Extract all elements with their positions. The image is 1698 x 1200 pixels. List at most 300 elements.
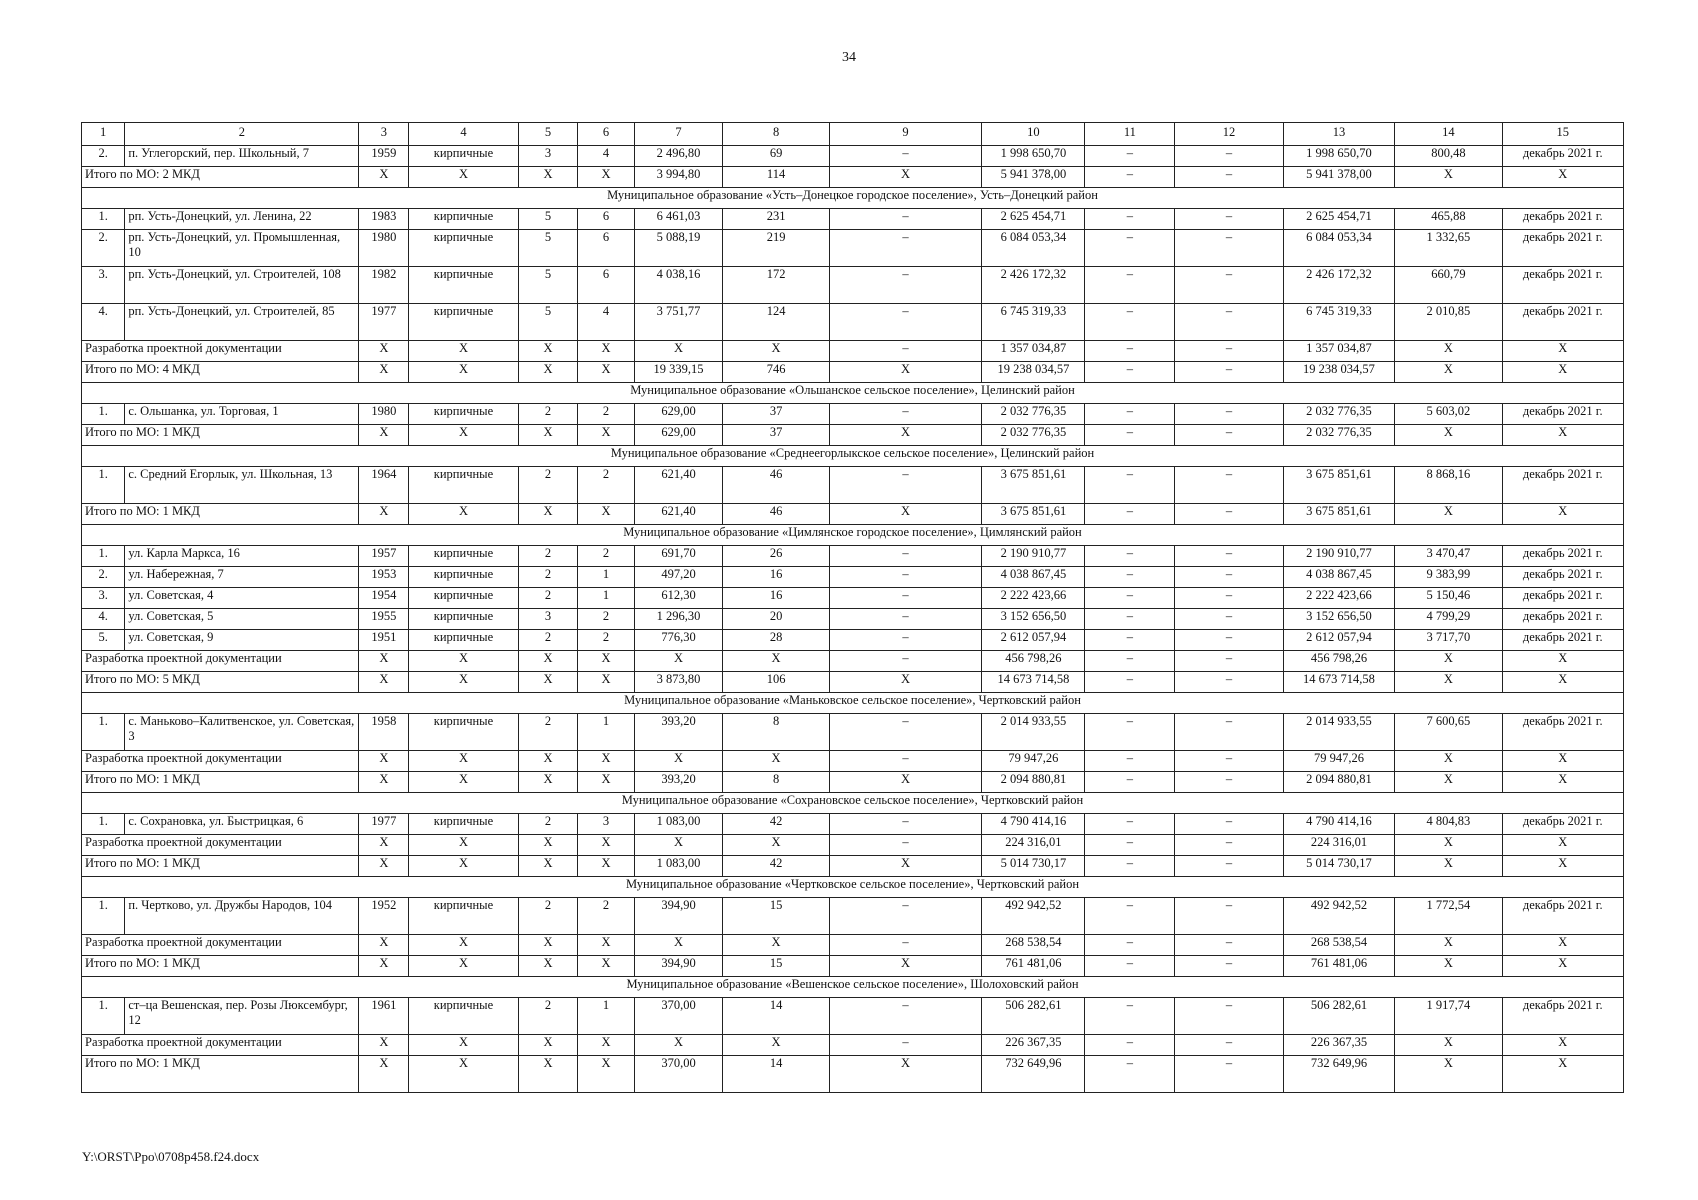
- table-cell: 1980: [359, 230, 409, 267]
- column-header: 15: [1502, 123, 1623, 146]
- table-cell: X: [359, 425, 409, 446]
- table-cell: –: [829, 751, 982, 772]
- table-cell: 15: [723, 956, 829, 977]
- table-cell: X: [829, 672, 982, 693]
- table-cell: кирпичные: [409, 267, 518, 304]
- table-cell: 1958: [359, 714, 409, 751]
- table-cell: 4: [578, 146, 634, 167]
- table-cell: X: [359, 751, 409, 772]
- table-cell: 3 675 851,61: [1283, 504, 1395, 525]
- table-cell: X: [359, 956, 409, 977]
- table-cell: 2: [518, 404, 578, 425]
- table-cell: X: [1395, 772, 1502, 793]
- table-cell: –: [1175, 467, 1283, 504]
- table-cell: X: [359, 651, 409, 672]
- table-cell: 42: [723, 856, 829, 877]
- table-cell: –: [1175, 714, 1283, 751]
- table-cell: X: [723, 835, 829, 856]
- table-cell: X: [829, 167, 982, 188]
- table-cell: декабрь 2021 г.: [1502, 630, 1623, 651]
- table-cell: –: [1175, 856, 1283, 877]
- table-cell: X: [578, 672, 634, 693]
- table-cell: 621,40: [634, 504, 723, 525]
- summary-row: [82, 362, 1624, 383]
- table-cell: 79 947,26: [982, 751, 1085, 772]
- table-cell: 1 357 034,87: [982, 341, 1085, 362]
- table-cell: 20: [723, 609, 829, 630]
- table-cell: 6 084 053,34: [1283, 230, 1395, 267]
- table-cell: 3: [578, 814, 634, 835]
- table-cell: 1964: [359, 467, 409, 504]
- table-cell: 3 873,80: [634, 672, 723, 693]
- table-cell: 4 804,83: [1395, 814, 1502, 835]
- table-cell: –: [1085, 651, 1175, 672]
- table-cell: –: [1085, 898, 1175, 935]
- table-cell: X: [518, 856, 578, 877]
- table-cell: 79 947,26: [1283, 751, 1395, 772]
- table-cell: –: [829, 404, 982, 425]
- table-cell: –: [1175, 425, 1283, 446]
- section-title: Муниципальное образование «Вешенское сельское поселение», Шолоховский район: [82, 977, 1624, 998]
- table-cell: 4.: [82, 609, 125, 630]
- table-row: [82, 209, 1624, 230]
- section-title: Муниципальное образование «Усть–Донецкое городское поселение», Усть–Донецкий район: [82, 188, 1624, 209]
- table-cell: X: [359, 167, 409, 188]
- table-cell: ул. Советская, 5: [125, 609, 359, 630]
- table-cell: 37: [723, 425, 829, 446]
- table-cell: –: [829, 998, 982, 1035]
- table-cell: 732 649,96: [982, 1056, 1085, 1093]
- table-cell: 2 094 880,81: [982, 772, 1085, 793]
- summary-row: [82, 935, 1624, 956]
- table-cell: 2 222 423,66: [1283, 588, 1395, 609]
- table-cell: X: [1502, 835, 1623, 856]
- table-cell: X: [518, 167, 578, 188]
- table-cell: X: [723, 341, 829, 362]
- table-cell: кирпичные: [409, 814, 518, 835]
- table-cell: 1 772,54: [1395, 898, 1502, 935]
- summary-row: [82, 341, 1624, 362]
- table-cell: Разработка проектной документации: [82, 1035, 359, 1056]
- table-cell: –: [1085, 425, 1175, 446]
- table-cell: –: [1175, 167, 1283, 188]
- table-row: [82, 714, 1624, 751]
- table-cell: 1: [578, 998, 634, 1035]
- table-cell: 2: [578, 609, 634, 630]
- summary-row: [82, 167, 1624, 188]
- table-cell: 2: [518, 898, 578, 935]
- table-cell: X: [578, 504, 634, 525]
- table-cell: X: [1395, 856, 1502, 877]
- table-cell: 394,90: [634, 956, 723, 977]
- section-header-row: [82, 693, 1624, 714]
- table-row: [82, 304, 1624, 341]
- table-cell: декабрь 2021 г.: [1502, 146, 1623, 167]
- table-cell: X: [409, 956, 518, 977]
- table-cell: 497,20: [634, 567, 723, 588]
- table-cell: кирпичные: [409, 609, 518, 630]
- column-header: 13: [1283, 123, 1395, 146]
- table-cell: Итого по МО: 2 МКД: [82, 167, 359, 188]
- table-cell: 3: [518, 146, 578, 167]
- column-header: 6: [578, 123, 634, 146]
- table-cell: 5 014 730,17: [1283, 856, 1395, 877]
- table-cell: X: [1395, 167, 1502, 188]
- table-cell: X: [409, 504, 518, 525]
- table-cell: X: [1502, 956, 1623, 977]
- table-cell: 2 014 933,55: [982, 714, 1085, 751]
- table-row: [82, 567, 1624, 588]
- table-cell: 506 282,61: [982, 998, 1085, 1035]
- table-cell: –: [1085, 146, 1175, 167]
- table-cell: кирпичные: [409, 630, 518, 651]
- summary-row: [82, 1035, 1624, 1056]
- table-cell: 15: [723, 898, 829, 935]
- table-cell: 5 603,02: [1395, 404, 1502, 425]
- table-cell: 224 316,01: [982, 835, 1085, 856]
- table-cell: –: [1175, 546, 1283, 567]
- table-cell: X: [578, 956, 634, 977]
- table-cell: X: [1502, 672, 1623, 693]
- table-cell: –: [829, 267, 982, 304]
- table-cell: п. Чертково, ул. Дружбы Народов, 104: [125, 898, 359, 935]
- table-cell: рп. Усть-Донецкий, ул. Строителей, 85: [125, 304, 359, 341]
- summary-row: [82, 772, 1624, 793]
- file-path-footer: Y:\ORST\Ppo\0708p458.f24.docx: [82, 1149, 260, 1164]
- table-cell: Разработка проектной документации: [82, 341, 359, 362]
- table-cell: 3.: [82, 267, 125, 304]
- table-cell: X: [634, 751, 723, 772]
- table-cell: X: [578, 167, 634, 188]
- table-cell: –: [1175, 651, 1283, 672]
- table-cell: –: [1175, 751, 1283, 772]
- table-cell: X: [409, 651, 518, 672]
- table-cell: X: [409, 362, 518, 383]
- table-cell: X: [518, 341, 578, 362]
- table-cell: кирпичные: [409, 404, 518, 425]
- table-cell: 492 942,52: [982, 898, 1085, 935]
- table-cell: 5: [518, 267, 578, 304]
- table-cell: X: [409, 672, 518, 693]
- table-cell: 1.: [82, 714, 125, 751]
- section-title: Муниципальное образование «Цимлянское городское поселение», Цимлянский район: [82, 525, 1624, 546]
- summary-row: [82, 856, 1624, 877]
- column-header: 1: [82, 123, 125, 146]
- table-cell: –: [1175, 504, 1283, 525]
- table-cell: X: [578, 1056, 634, 1093]
- table-cell: кирпичные: [409, 304, 518, 341]
- table-cell: Разработка проектной документации: [82, 935, 359, 956]
- table-cell: 1 998 650,70: [982, 146, 1085, 167]
- table-cell: 5: [518, 209, 578, 230]
- table-cell: 1961: [359, 998, 409, 1035]
- table-cell: ул. Советская, 4: [125, 588, 359, 609]
- table-cell: –: [1085, 362, 1175, 383]
- section-title: Муниципальное образование «Чертковское сельское поселение», Чертковский район: [82, 877, 1624, 898]
- table-cell: 106: [723, 672, 829, 693]
- table-cell: X: [829, 1056, 982, 1093]
- table-cell: декабрь 2021 г.: [1502, 267, 1623, 304]
- table-cell: 800,48: [1395, 146, 1502, 167]
- table-cell: –: [1175, 672, 1283, 693]
- table-cell: X: [518, 835, 578, 856]
- table-cell: X: [409, 856, 518, 877]
- table-cell: 1: [578, 588, 634, 609]
- table-cell: 1982: [359, 267, 409, 304]
- table-cell: X: [518, 956, 578, 977]
- table-cell: 4 038 867,45: [1283, 567, 1395, 588]
- table-cell: –: [1085, 751, 1175, 772]
- table-cell: кирпичные: [409, 998, 518, 1035]
- table-cell: ул. Набережная, 7: [125, 567, 359, 588]
- table-cell: 226 367,35: [1283, 1035, 1395, 1056]
- table-cell: 1977: [359, 814, 409, 835]
- table-cell: п. Углегорский, пер. Школьный, 7: [125, 146, 359, 167]
- table-cell: X: [1395, 1056, 1502, 1093]
- table-cell: 7 600,65: [1395, 714, 1502, 751]
- table-cell: X: [578, 341, 634, 362]
- table-cell: –: [829, 467, 982, 504]
- table-cell: –: [1175, 362, 1283, 383]
- table-cell: 492 942,52: [1283, 898, 1395, 935]
- table-cell: –: [1085, 267, 1175, 304]
- table-cell: 5 941 378,00: [1283, 167, 1395, 188]
- table-cell: 5 088,19: [634, 230, 723, 267]
- table-cell: –: [829, 814, 982, 835]
- table-cell: X: [829, 425, 982, 446]
- table-cell: с. Маньково–Калитвенское, ул. Советская, 3: [125, 714, 359, 751]
- table-cell: –: [1175, 772, 1283, 793]
- table-cell: –: [1085, 714, 1175, 751]
- table-cell: 1951: [359, 630, 409, 651]
- table-cell: декабрь 2021 г.: [1502, 209, 1623, 230]
- table-cell: ул. Советская, 9: [125, 630, 359, 651]
- table-cell: кирпичные: [409, 588, 518, 609]
- table-cell: декабрь 2021 г.: [1502, 230, 1623, 267]
- table-cell: 19 339,15: [634, 362, 723, 383]
- table-row: [82, 267, 1624, 304]
- table-cell: X: [578, 856, 634, 877]
- table-cell: декабрь 2021 г.: [1502, 998, 1623, 1035]
- table-cell: 1954: [359, 588, 409, 609]
- table-cell: X: [409, 1035, 518, 1056]
- table-cell: 3 152 656,50: [982, 609, 1085, 630]
- table-cell: кирпичные: [409, 567, 518, 588]
- table-cell: 1: [578, 714, 634, 751]
- table-cell: X: [1502, 935, 1623, 956]
- table-cell: –: [1085, 304, 1175, 341]
- table-cell: X: [409, 425, 518, 446]
- table-cell: X: [359, 835, 409, 856]
- column-header: 7: [634, 123, 723, 146]
- table-cell: 2 612 057,94: [1283, 630, 1395, 651]
- table-cell: 629,00: [634, 404, 723, 425]
- table-cell: 393,20: [634, 772, 723, 793]
- table-cell: 19 238 034,57: [982, 362, 1085, 383]
- table-cell: 3 675 851,61: [982, 467, 1085, 504]
- table-row: [82, 814, 1624, 835]
- table-row: [82, 146, 1624, 167]
- table-cell: 2 032 776,35: [1283, 425, 1395, 446]
- table-cell: 46: [723, 467, 829, 504]
- table-cell: 621,40: [634, 467, 723, 504]
- table-cell: 2: [518, 814, 578, 835]
- table-cell: X: [518, 1035, 578, 1056]
- table-cell: 1955: [359, 609, 409, 630]
- table-cell: X: [634, 935, 723, 956]
- section-header-row: [82, 793, 1624, 814]
- table-cell: Итого по МО: 1 МКД: [82, 1056, 359, 1093]
- table-cell: –: [1175, 1035, 1283, 1056]
- table-cell: Разработка проектной документации: [82, 651, 359, 672]
- table-cell: 761 481,06: [1283, 956, 1395, 977]
- table-cell: 6 461,03: [634, 209, 723, 230]
- column-header: 10: [982, 123, 1085, 146]
- table-cell: кирпичные: [409, 467, 518, 504]
- column-header: 5: [518, 123, 578, 146]
- table-cell: Итого по МО: 4 МКД: [82, 362, 359, 383]
- table-cell: X: [359, 935, 409, 956]
- table-cell: рп. Усть-Донецкий, ул. Промышленная, 10: [125, 230, 359, 267]
- table-cell: X: [359, 1035, 409, 1056]
- table-cell: X: [1395, 341, 1502, 362]
- table-cell: 2: [578, 630, 634, 651]
- section-title: Муниципальное образование «Сохрановское сельское поселение», Чертковский район: [82, 793, 1624, 814]
- table-cell: X: [1502, 504, 1623, 525]
- table-cell: –: [1175, 304, 1283, 341]
- table-cell: 3 994,80: [634, 167, 723, 188]
- table-cell: 2.: [82, 146, 125, 167]
- table-cell: 6 084 053,34: [982, 230, 1085, 267]
- summary-row: [82, 672, 1624, 693]
- table-cell: X: [518, 935, 578, 956]
- table-cell: 1.: [82, 546, 125, 567]
- section-header-row: [82, 525, 1624, 546]
- column-header: 14: [1395, 123, 1502, 146]
- column-header: 3: [359, 123, 409, 146]
- table-cell: 231: [723, 209, 829, 230]
- table-cell: 3 470,47: [1395, 546, 1502, 567]
- table-cell: 8: [723, 772, 829, 793]
- column-header: 12: [1175, 123, 1283, 146]
- table-cell: Итого по МО: 1 МКД: [82, 956, 359, 977]
- table-cell: –: [829, 146, 982, 167]
- table-cell: 2: [518, 546, 578, 567]
- column-header: 4: [409, 123, 518, 146]
- table-cell: 172: [723, 267, 829, 304]
- table-cell: декабрь 2021 г.: [1502, 546, 1623, 567]
- table-cell: 6 745 319,33: [982, 304, 1085, 341]
- table-cell: 612,30: [634, 588, 723, 609]
- table-cell: 629,00: [634, 425, 723, 446]
- table-cell: 2: [518, 714, 578, 751]
- table-cell: 3 675 851,61: [1283, 467, 1395, 504]
- table-cell: 1.: [82, 467, 125, 504]
- table-cell: Разработка проектной документации: [82, 835, 359, 856]
- table-row: [82, 609, 1624, 630]
- table-cell: с. Ольшанка, ул. Торговая, 1: [125, 404, 359, 425]
- table-cell: X: [1502, 362, 1623, 383]
- table-cell: –: [1175, 814, 1283, 835]
- table-cell: –: [1085, 856, 1175, 877]
- table-cell: X: [518, 362, 578, 383]
- table-row: [82, 898, 1624, 935]
- table-cell: X: [1395, 362, 1502, 383]
- table-cell: –: [829, 609, 982, 630]
- table-cell: ст–ца Вешенская, пер. Розы Люксембург, 12: [125, 998, 359, 1035]
- table-cell: 4 038 867,45: [982, 567, 1085, 588]
- table-cell: –: [1175, 230, 1283, 267]
- table-cell: 4 038,16: [634, 267, 723, 304]
- table-cell: декабрь 2021 г.: [1502, 814, 1623, 835]
- table-cell: X: [578, 425, 634, 446]
- table-cell: X: [829, 856, 982, 877]
- table-cell: X: [1502, 425, 1623, 446]
- table-cell: –: [1085, 341, 1175, 362]
- table-cell: X: [518, 425, 578, 446]
- table-cell: X: [578, 1035, 634, 1056]
- table-cell: X: [1395, 1035, 1502, 1056]
- table-cell: –: [1175, 630, 1283, 651]
- table-cell: 1 083,00: [634, 856, 723, 877]
- table-cell: с. Средний Егорлык, ул. Школьная, 13: [125, 467, 359, 504]
- table-cell: 3: [518, 609, 578, 630]
- table-cell: 2: [518, 467, 578, 504]
- table-cell: 114: [723, 167, 829, 188]
- column-header: 8: [723, 123, 829, 146]
- table-cell: 2 014 933,55: [1283, 714, 1395, 751]
- table-cell: –: [1175, 998, 1283, 1035]
- table-cell: X: [409, 1056, 518, 1093]
- table-cell: X: [518, 772, 578, 793]
- table-cell: 1 296,30: [634, 609, 723, 630]
- section-header-row: [82, 383, 1624, 404]
- table-cell: рп. Усть-Донецкий, ул. Ленина, 22: [125, 209, 359, 230]
- table-cell: 2 190 910,77: [982, 546, 1085, 567]
- table-cell: X: [723, 935, 829, 956]
- table-body: [82, 123, 1624, 1093]
- table-cell: –: [1085, 998, 1175, 1035]
- table-cell: ул. Карла Маркса, 16: [125, 546, 359, 567]
- table-cell: 761 481,06: [982, 956, 1085, 977]
- table-cell: –: [1175, 267, 1283, 304]
- table-cell: –: [1175, 209, 1283, 230]
- table-cell: 224 316,01: [1283, 835, 1395, 856]
- table-cell: –: [1175, 588, 1283, 609]
- table-cell: 3.: [82, 588, 125, 609]
- table-cell: –: [829, 567, 982, 588]
- table-cell: 456 798,26: [982, 651, 1085, 672]
- table-cell: X: [1502, 1056, 1623, 1093]
- table-cell: 4.: [82, 304, 125, 341]
- table-cell: –: [1085, 167, 1175, 188]
- table-cell: X: [1395, 504, 1502, 525]
- table-row: [82, 588, 1624, 609]
- table-cell: 370,00: [634, 1056, 723, 1093]
- table-cell: –: [829, 651, 982, 672]
- table-row: [82, 998, 1624, 1035]
- table-cell: –: [1085, 209, 1175, 230]
- table-cell: X: [578, 751, 634, 772]
- table-cell: Итого по МО: 1 МКД: [82, 425, 359, 446]
- table-cell: 2 496,80: [634, 146, 723, 167]
- table-cell: –: [1085, 1056, 1175, 1093]
- table-cell: 4: [578, 304, 634, 341]
- table-cell: X: [518, 504, 578, 525]
- table-cell: X: [409, 751, 518, 772]
- table-cell: 1957: [359, 546, 409, 567]
- table-cell: кирпичные: [409, 898, 518, 935]
